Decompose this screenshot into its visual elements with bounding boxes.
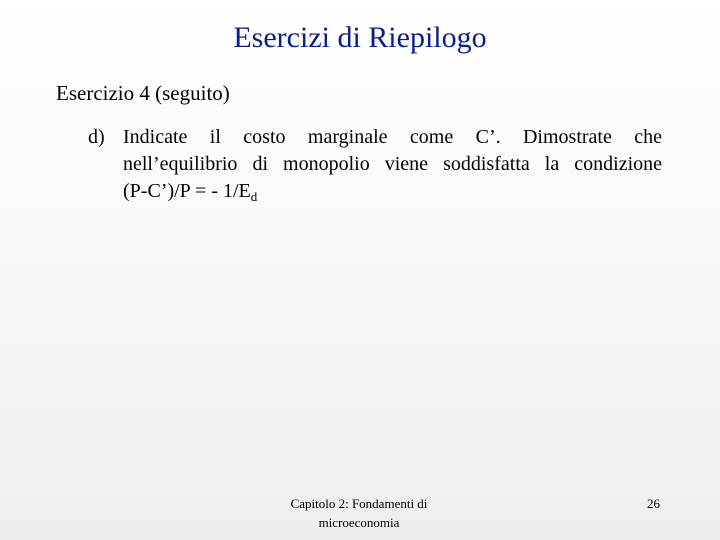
footer-chapter-line-1: Capitolo 2: Fondamenti di — [290, 496, 428, 511]
section-heading: Esercizio 4 (seguito) — [56, 81, 230, 105]
slide-title: Esercizi di Riepilogo — [233, 21, 487, 54]
item-text-line-1: Indicate il costo marginale come C’. Dimostrate che — [123, 126, 662, 148]
exercise-item-d — [88, 124, 662, 205]
footer-chapter-line-2: microeconomia — [318, 515, 400, 530]
item-marker: d) — [88, 126, 105, 148]
condition-formula: (P-C’)/P = - 1/E — [123, 180, 251, 202]
item-text-line-3 — [123, 178, 662, 205]
page-number: 26 — [647, 496, 660, 511]
item-text — [123, 124, 662, 205]
formula-subscript: d — [250, 189, 258, 204]
footer-chapter-title — [270, 494, 448, 532]
item-text-line-2: nell’equilibrio di monopolio viene soddisfatta la condizione — [123, 153, 662, 175]
